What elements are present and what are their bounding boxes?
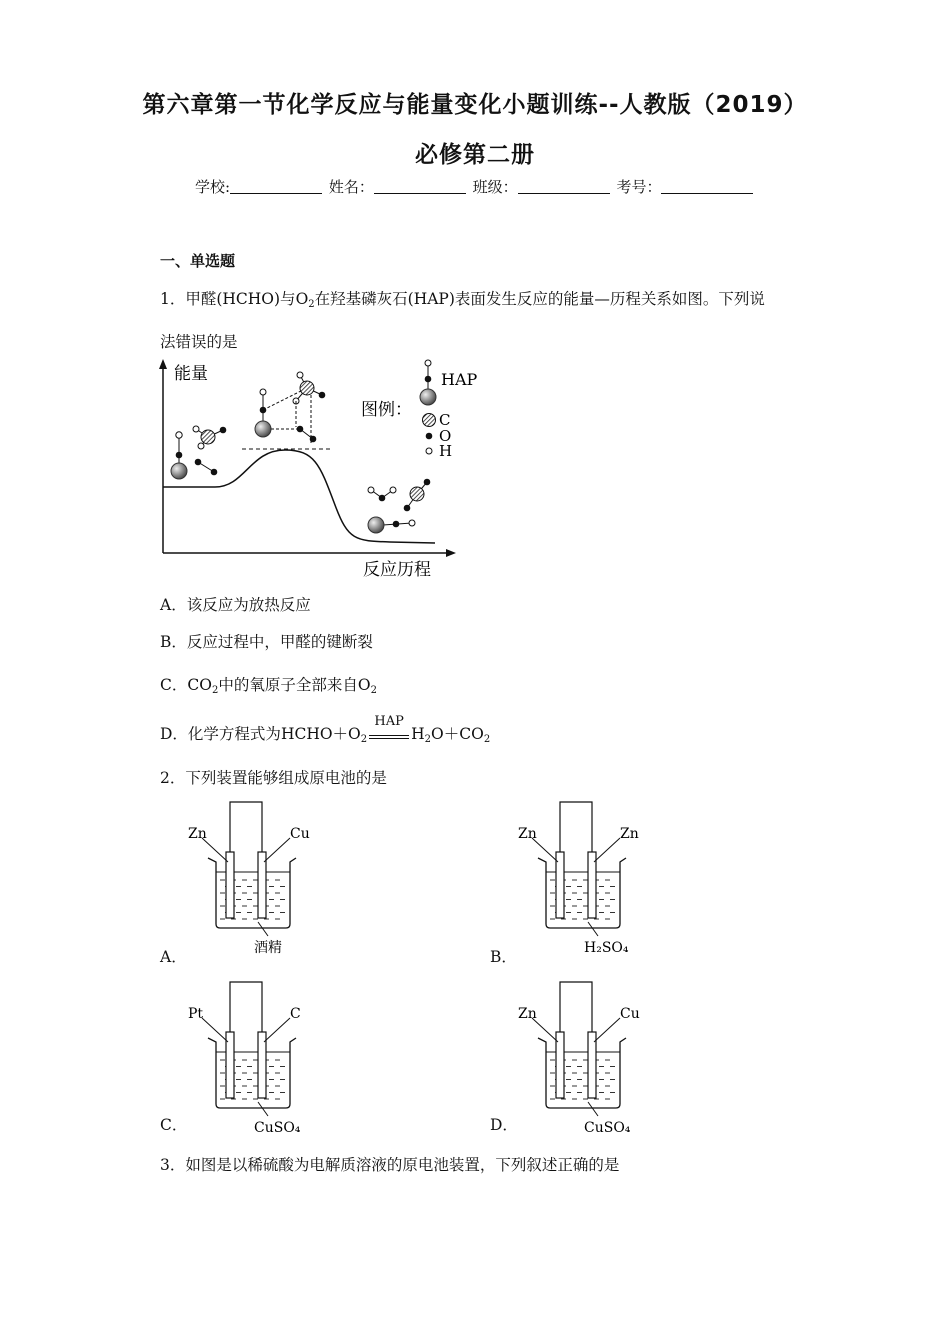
name-blank[interactable] bbox=[374, 179, 466, 194]
school-blank[interactable] bbox=[230, 179, 322, 194]
q2-text: 2．下列装置能够组成原电池的是 bbox=[160, 769, 387, 787]
q2-option-d-label[interactable]: D． bbox=[490, 1116, 518, 1134]
q2-option-c-label[interactable]: C． bbox=[160, 1116, 188, 1134]
hydrogen-atom-icon bbox=[426, 448, 432, 454]
q1-text bbox=[160, 287, 765, 309]
product-molecules bbox=[368, 479, 430, 533]
name-label: 姓名： bbox=[328, 178, 374, 196]
q1-option-c-prefix: C． bbox=[160, 676, 188, 694]
cell-diagram-c[interactable] bbox=[180, 980, 330, 1140]
y-axis-arrow-icon bbox=[159, 359, 167, 369]
class-blank[interactable] bbox=[518, 179, 610, 194]
q1-option-d-rhs1-sub: 2 bbox=[424, 734, 432, 745]
student-info bbox=[195, 176, 755, 197]
cell-left-electrode-label: Zn bbox=[518, 1006, 537, 1022]
legend bbox=[361, 360, 478, 460]
q1-option-c-mid: 中的氧原子全部来自 bbox=[218, 676, 358, 694]
q1-text-line2: 法错误的是 bbox=[160, 333, 238, 351]
x-axis-label: 反应历程 bbox=[363, 560, 431, 580]
q1-suffix: 在羟基磷灰石(HAP)表面发生反应的能量—历程关系如图。下列说 bbox=[314, 290, 765, 308]
cell-solution-label: 酒精 bbox=[254, 940, 282, 956]
legend-title: 图例： bbox=[361, 400, 412, 420]
energy-curve bbox=[163, 450, 435, 543]
q1-option-d-lhs: HCHO＋O bbox=[280, 725, 361, 743]
q1-option-a[interactable]: A．该反应为放热反应 bbox=[160, 596, 311, 614]
class-label: 班级： bbox=[472, 178, 518, 196]
q2-option-a-label[interactable]: A． bbox=[160, 948, 187, 966]
q2-option-b-label[interactable]: B． bbox=[490, 948, 517, 966]
q1-o2-sub: 2 bbox=[308, 299, 315, 310]
q1-option-c-o2: O bbox=[357, 676, 371, 694]
y-axis-label: 能量 bbox=[174, 364, 208, 384]
q1-option-d-rhs2: O＋CO bbox=[431, 725, 484, 743]
q1-option-d[interactable] bbox=[160, 714, 491, 745]
carbon-atom-icon bbox=[423, 414, 436, 427]
school-label: 学校: bbox=[195, 178, 231, 196]
cell-solution-label: CuSO₄ bbox=[254, 1120, 301, 1136]
cell-left-electrode-label: Zn bbox=[188, 826, 207, 842]
q3-text: 3．如图是以稀硫酸为电解质溶液的原电池装置，下列叙述正确的是 bbox=[160, 1156, 620, 1174]
page-subtitle: 必修第二册 bbox=[415, 142, 535, 168]
cell-solution-label: H₂SO₄ bbox=[584, 940, 629, 956]
q1-option-d-prefix: D．化学方程式为 bbox=[160, 725, 281, 743]
q1-option-c-co2: CO bbox=[187, 676, 212, 694]
legend-o-label: O bbox=[439, 427, 452, 445]
q1-prefix: 1．甲醛(HCHO)与 bbox=[160, 290, 296, 308]
q1-option-c-o2-sub: 2 bbox=[370, 685, 377, 696]
cell-diagram-b[interactable] bbox=[510, 800, 660, 960]
cell-right-electrode-label: Cu bbox=[290, 826, 310, 842]
transition-state-molecules bbox=[255, 372, 325, 445]
q1-option-c-co2-sub: 2 bbox=[211, 685, 219, 696]
legend-hap-label: HAP bbox=[441, 370, 478, 389]
cell-diagram-d[interactable] bbox=[510, 980, 660, 1140]
legend-h-label: H bbox=[439, 442, 453, 460]
cell-left-electrode-label: Pt bbox=[188, 1006, 204, 1022]
section-heading: 一、单选题 bbox=[160, 252, 236, 270]
cell-solution-label: CuSO₄ bbox=[584, 1120, 631, 1136]
q1-o2: O bbox=[295, 290, 309, 308]
q1-option-d-lhs-sub: 2 bbox=[360, 734, 368, 745]
q1-option-d-rhs2-sub: 2 bbox=[483, 734, 491, 745]
q1-option-c[interactable] bbox=[160, 673, 377, 695]
reaction-arrow bbox=[369, 714, 409, 739]
x-axis-arrow-icon bbox=[446, 549, 456, 557]
page-title: 第六章第一节化学反应与能量变化小题训练--人教版（2019） bbox=[142, 92, 808, 118]
reactant-molecules bbox=[171, 426, 226, 479]
q1-option-b[interactable]: B．反应过程中，甲醛的键断裂 bbox=[160, 633, 373, 651]
reaction-condition: HAP bbox=[374, 714, 404, 729]
legend-c-label: C bbox=[439, 411, 451, 429]
cell-right-electrode-label: C bbox=[290, 1006, 301, 1022]
number-blank[interactable] bbox=[661, 179, 753, 194]
energy-diagram bbox=[150, 355, 500, 585]
cell-diagram-a[interactable] bbox=[180, 800, 330, 960]
number-label: 考号： bbox=[616, 178, 662, 196]
cell-right-electrode-label: Zn bbox=[620, 826, 639, 842]
cell-left-electrode-label: Zn bbox=[518, 826, 537, 842]
cell-right-electrode-label: Cu bbox=[620, 1006, 640, 1022]
q1-option-d-rhs1: H bbox=[411, 725, 425, 743]
oxygen-atom-icon bbox=[426, 433, 433, 440]
